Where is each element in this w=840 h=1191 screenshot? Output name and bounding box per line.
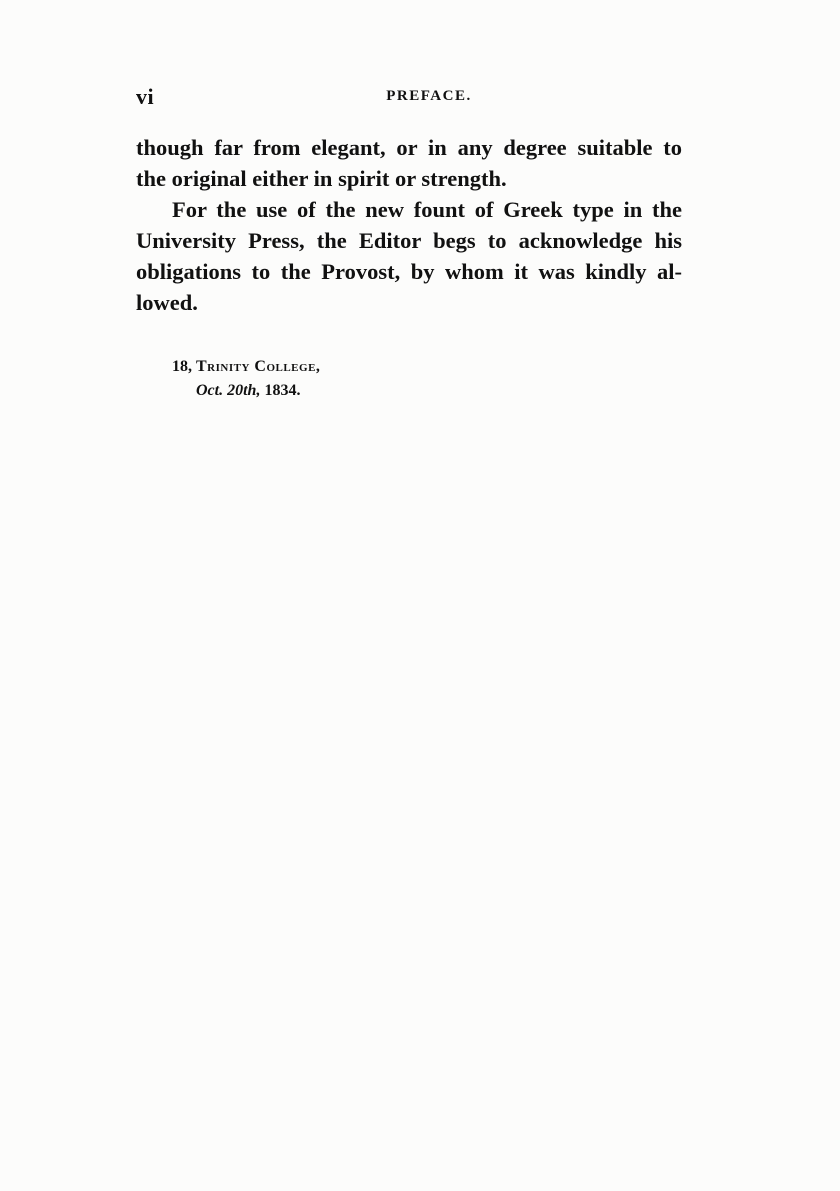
body-text [136,132,682,318]
date-prefix: Oct. 20th, [196,382,261,399]
address-place: Trinity College, [196,358,321,375]
date-year: 1834. [264,382,301,399]
paragraph-continued [136,132,682,194]
signature-date [172,379,320,403]
text-line: though far from elegant, or in any degree suitable to [136,135,682,160]
text-line: For the use of the new fount of Greek type in the [172,197,682,222]
text-line: lowed. [136,290,198,315]
page-header [136,84,682,110]
text-line: the original either in spirit or strength. [136,166,507,191]
page-number: vi [136,84,155,109]
address-number: 18, [172,358,192,375]
text-line: obligations to the Provost, by whom it was kindly al- [136,259,682,284]
paragraph-acknowledgement [136,194,682,318]
signature-address [172,355,320,379]
text-line: University Press, the Editor begs to acknowledge his [136,228,682,253]
running-head: PREFACE. [386,88,472,104]
signature-block [172,355,320,403]
